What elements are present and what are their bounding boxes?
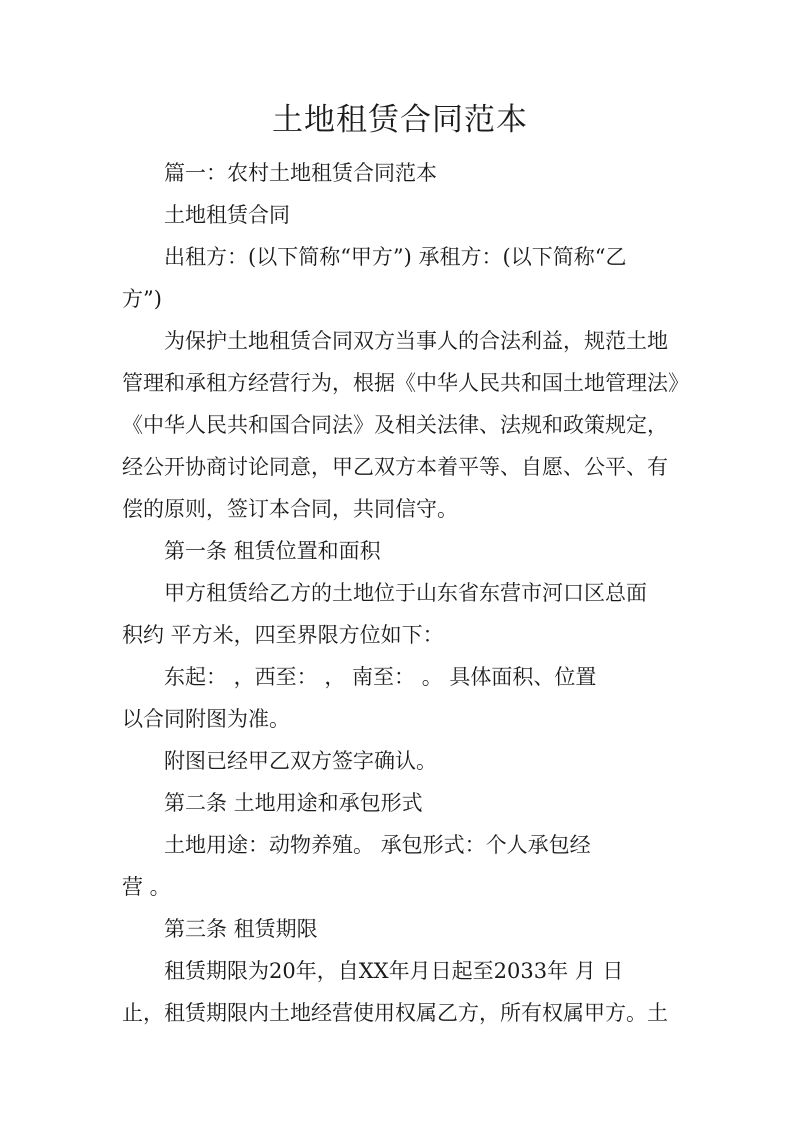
parties-line-cont: 方”)	[122, 287, 162, 311]
article-2-text: 土地用途：动物养殖。 承包形式：个人承包经	[164, 833, 591, 857]
contract-subtitle: 土地租赁合同	[164, 203, 290, 227]
article-2-heading: 第二条 土地用途和承包形式	[164, 791, 423, 815]
boundary-line-cont: 以合同附图为准。	[122, 707, 290, 731]
article-3-heading: 第三条 租赁期限	[164, 917, 318, 941]
boundary-line: 东起： ，西至： ， 南至： 。 具体面积、位置	[164, 665, 597, 689]
article-3-text-cont: 止，租赁期限内土地经营使用权属乙方，所有权属甲方。土	[122, 1001, 668, 1025]
article-3-text: 租赁期限为20年，自XX年月日起至2033年 月 日	[164, 959, 624, 983]
preamble-line: 为保护土地租赁合同双方当事人的合法利益，规范土地	[164, 329, 668, 353]
document-title: 土地租赁合同范本	[272, 102, 528, 138]
section-heading: 篇一：农村土地租赁合同范本	[164, 161, 437, 185]
preamble-line: 经公开协商讨论同意，甲乙双方本着平等、自愿、公平、有	[122, 455, 668, 479]
preamble-line: 管理和承租方经营行为，根据《中华人民共和国土地管理法》	[122, 371, 689, 395]
article-1-heading: 第一条 租赁位置和面积	[164, 539, 381, 563]
article-1-text: 积约 平方米，四至界限方位如下：	[122, 623, 444, 647]
preamble-line: 偿的原则，签订本合同，共同信守。	[122, 497, 458, 521]
parties-line: 出租方：(以下简称“甲方”) 承租方：(以下简称“乙	[164, 245, 627, 269]
preamble-line: 《中华人民共和国合同法》及相关法律、法规和政策规定，	[122, 413, 668, 437]
article-1-text: 甲方租赁给乙方的土地位于山东省东营市河口区总面	[164, 581, 647, 605]
attachment-note: 附图已经甲乙双方签字确认。	[164, 749, 437, 773]
article-2-text-cont: 营 。	[122, 875, 171, 899]
